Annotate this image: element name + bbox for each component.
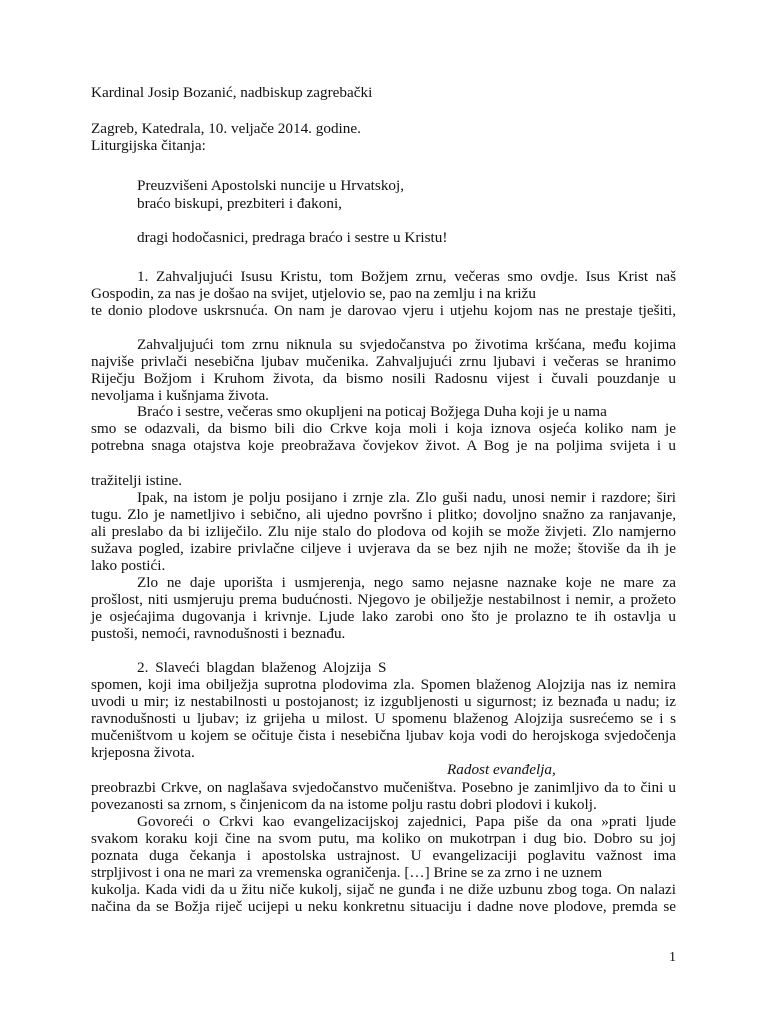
- body-line: krjeposna života.: [91, 744, 195, 761]
- body-line: nevoljama i kušnjama života.: [91, 387, 269, 404]
- place-date-line: Zagreb, Katedrala, 10. veljače 2014. godine.: [91, 120, 361, 137]
- readings-line: Liturgijska čitanja:: [91, 137, 206, 154]
- body-line: smo se odazvali, da bismo bili dio Crkve koja moli i koja iznova osjeća koliko nam je: [91, 420, 676, 437]
- body-line: ravnodušnosti u ljubav; iz grijeha u milost. U spomenu blaženog Alojzija susrećemo se i s: [91, 710, 676, 727]
- body-line: tražitelji istine.: [91, 472, 183, 489]
- body-line: lako postići.: [91, 557, 166, 574]
- body-line: Govoreći o Crkvi kao evangelizacijskoj zajednici, Papa piše da ona »prati ljude: [137, 813, 676, 830]
- body-line: načina da se Božja riječ ucijepi u neku konkretnu situaciju i dadne nove plodove, premda se: [91, 898, 676, 915]
- body-line: Zahvaljujući tom zrnu niknula su svjedočanstva po životima kršćana, među kojima: [137, 336, 676, 353]
- body-line: sužava pogled, izabire privlačne ciljeve i uvjerava da se bez njih ne može; štoviše da ih je: [91, 540, 676, 557]
- italic-title: Radost evanđelja,: [447, 761, 556, 778]
- body-line: 2. Slaveći blagdan blaženog Alojzija S: [137, 659, 387, 676]
- salutation-line: Preuzvišeni Apostolski nuncije u Hrvatskoj,: [137, 177, 405, 194]
- body-line: Ipak, na istom je polju posijano i zrnje zla. Zlo guši nadu, unosi nemir i razdore; širi: [137, 489, 676, 506]
- body-line: potrebna snaga otajstva koje preobražava čovjekov život. A Bog je na poljima svijeta i u: [91, 437, 676, 454]
- body-line: kukolja. Kada vidi da u žitu niče kukolj, sijač ne gunđa i ne diže uzbunu zbog toga. On nalazi: [91, 881, 676, 898]
- body-line: tugu. Zlo je nametljivo i sebično, ali ujedno površno i plitko; dovoljno snažno za ranjavanje,: [91, 506, 676, 523]
- body-line: prošlost, niti usmjeruju prema budućnosti. Njegovo je obilježje nestabilnost i nemir, a prožeto: [91, 591, 676, 608]
- body-line: te donio plodove uskrsnuća. On nam je darovao vjeru i utjehu kojom nas ne prestaje tješiti,: [91, 302, 676, 319]
- body-line: spomen, koji ima obilježja suprotna plodovima zla. Spomen blaženog Alojzija nas iz nemira: [91, 676, 676, 693]
- body-line: Braćo i sestre, večeras smo okupljeni na poticaj Božjega Duha koji je u nama: [137, 403, 607, 420]
- body-line: svakom koraku koji čine na svom putu, ma koliko on mukotrpan i dug bio. Dobro su joj: [91, 830, 676, 847]
- body-line: strpljivost i ona ne mari za vremenska ograničenja. […] Brine se za zrno i ne uznem: [91, 864, 603, 881]
- body-line: povezanosti sa zrnom, s činjenicom da na istome polju rastu dobri plodovi i kukolj.: [91, 796, 597, 813]
- body-line: uvodi u mir; iz nestabilnosti u postojanost; iz izgubljenosti u sigurnost; iz beznađa u nadu; iz: [91, 693, 676, 710]
- body-line: 1. Zahvaljujući Isusu Kristu, tom Božjem zrnu, večeras smo ovdje. Isus Krist naš: [137, 268, 676, 285]
- salutation-line: dragi hodočasnici, predraga braćo i sestre u Kristu!: [137, 229, 448, 246]
- author-line: Kardinal Josip Bozanić, nadbiskup zagrebački: [91, 84, 373, 101]
- page-number: 1: [669, 950, 676, 965]
- body-line: ali preslabo da bi izliječilo. Zlu nije stalo do plodova od kojih se može živjeti. Zlo namjerno: [91, 523, 676, 540]
- body-line: Riječju Božjom i Kruhom života, da bismo nosili Radosnu vijest i čuvali pouzdanje u: [91, 370, 676, 387]
- body-line: preobrazbi Crkve, on naglašava svjedočanstvo mučeništva. Posebno je zanimljivo da to čini u: [91, 779, 676, 796]
- body-line: najviše privlači nesebična ljubav mučenika. Zahvaljujući zrnu ljubavi i večeras se hranimo: [91, 353, 676, 370]
- body-line: Gospodin, za nas je došao na svijet, utjelovio se, pao na zemlju i na križu: [91, 285, 536, 302]
- body-line: mučeništvom u kojem se očituje čista i nesebična ljubav koja vodi do herojskoga svjedočenja: [91, 727, 676, 744]
- body-line: je osjećajima dugovanja i krivnje. Ljude lako zarobi ono što je prolazno te ih ostavlja u: [91, 608, 676, 625]
- body-line: Zlo ne daje uporišta i usmjerenja, nego samo nejasne naznake koje ne mare za: [137, 574, 676, 591]
- body-line: poznata duga čekanja i apostolska ustrajnost. U evangelizaciji poglavitu važnost ima: [91, 847, 676, 864]
- body-line: pustoši, nemoći, ravnodušnosti i beznađu.: [91, 625, 346, 642]
- salutation-line: braćo biskupi, prezbiteri i đakoni,: [137, 195, 342, 212]
